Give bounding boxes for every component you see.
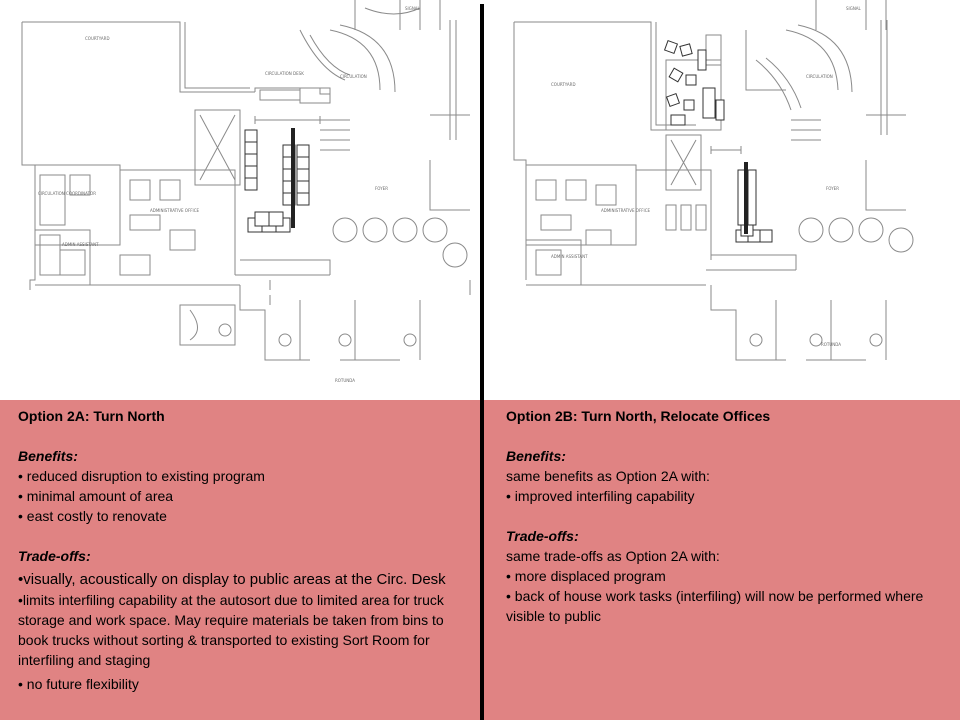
plan-label-rotunda: ROTUNDA: [821, 342, 842, 347]
option-2b-title: Option 2B: Turn North, Relocate Offices: [506, 408, 771, 424]
floor-plan-drawing-2a: [0, 0, 480, 400]
plan-label-courtyard: COURTYARD: [85, 36, 110, 41]
list-item: • more displaced program: [506, 568, 666, 584]
option-2a-tradeoffs-list: [18, 570, 466, 694]
list-item: •visually, acoustically on display to public areas at the Circ. Desk: [18, 571, 446, 588]
plan-label-courtyard: COURTYARD: [551, 82, 576, 87]
option-2b-panel: [484, 400, 960, 720]
list-item: • reduced disruption to existing program: [18, 468, 265, 484]
plan-label-rotunda: ROTUNDA: [335, 378, 356, 383]
option-2a-panel: [0, 400, 480, 720]
option-2b-tradeoffs-intro: same trade-offs as Option 2A with:: [506, 548, 720, 564]
plan-label-circulation: CIRCULATION: [806, 74, 833, 79]
plan-label-circ-desk: CIRCULATION DESK: [265, 71, 304, 76]
plan-label-foyer: FOYER: [826, 186, 839, 191]
plan-label-signal: SIGNAL: [846, 6, 861, 11]
floor-plan-drawing-2b: [486, 0, 960, 400]
option-2b-tradeoffs-heading: Trade-offs:: [506, 528, 579, 544]
floor-plan-option-2a: [0, 0, 480, 400]
option-2a-title: Option 2A: Turn North: [18, 408, 165, 424]
floor-plan-option-2b: [486, 0, 960, 400]
option-2a-benefits-list: [18, 466, 466, 526]
option-2b-tradeoffs-list: [506, 566, 950, 626]
list-item: • back of house work tasks (interfiling) will now be performed where visible to public: [506, 588, 924, 624]
plan-label-admin-assistant: ADMIN ASSISTANT: [551, 254, 588, 259]
list-item: • no future flexibility: [18, 676, 139, 692]
option-2a-tradeoffs-heading: Trade-offs:: [18, 548, 91, 564]
option-2a-benefits-heading: Benefits:: [18, 448, 78, 464]
plan-label-circulation: CIRCULATION: [340, 74, 367, 79]
plan-label-admin-office: ADMINISTRATIVE OFFICE: [150, 208, 200, 213]
option-2b-benefits-list: [506, 486, 950, 506]
option-2b-benefits-heading: Benefits:: [506, 448, 566, 464]
plan-label-coordinator: CIRCULATION COORDINATOR: [38, 191, 96, 196]
plan-label-foyer: FOYER: [375, 186, 388, 191]
list-item: •limits interfiling capability at the autosort due to limited area for truck storage and work space. May require materials be taken from bins to book trucks without sorting & transported to existing Sort Room for interfiling and staging: [18, 592, 444, 668]
list-item: • east costly to renovate: [18, 508, 167, 524]
plan-label-admin-office: ADMINISTRATIVE OFFICE: [601, 208, 651, 213]
plan-label-admin-assistant: ADMIN ASSISTANT: [62, 242, 99, 247]
option-2b-benefits-intro: same benefits as Option 2A with:: [506, 468, 710, 484]
plan-label-signal: SIGNAL: [405, 6, 420, 11]
list-item: • improved interfiling capability: [506, 488, 695, 504]
list-item: • minimal amount of area: [18, 488, 174, 504]
